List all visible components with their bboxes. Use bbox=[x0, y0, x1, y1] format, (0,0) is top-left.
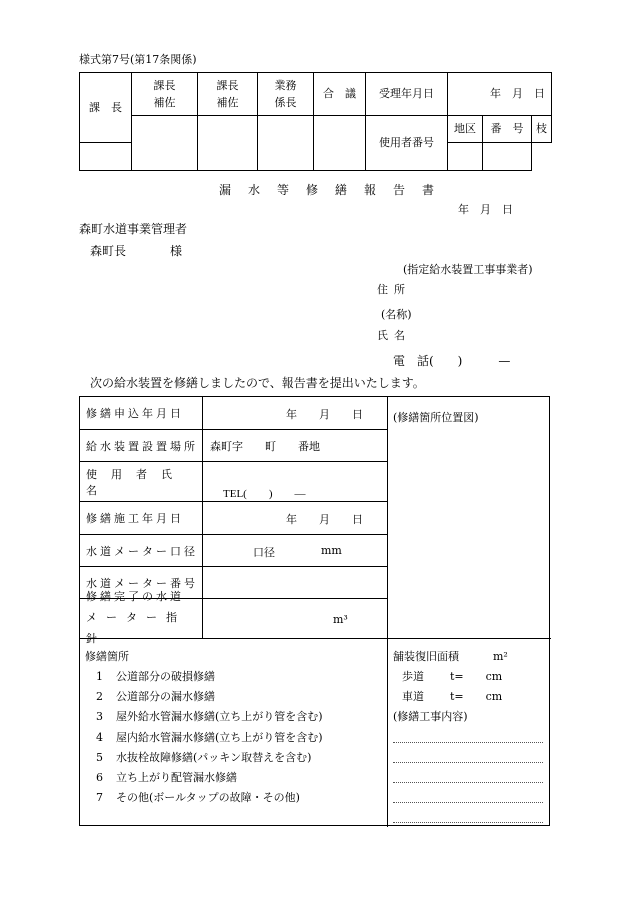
location-field[interactable]: 森町字 町 番地 bbox=[210, 440, 320, 453]
work-date-field[interactable]: 年 月 日 bbox=[286, 513, 363, 526]
number-field[interactable] bbox=[448, 143, 483, 171]
addressee-line2: 森町長 様 bbox=[90, 244, 183, 258]
user-name-row bbox=[80, 462, 387, 502]
report-date[interactable]: 年 月 日 bbox=[458, 203, 513, 216]
kacho-cell: 課 長 bbox=[80, 73, 132, 143]
work-content-label: (修繕工事内容) bbox=[393, 710, 468, 723]
work-content-line[interactable] bbox=[393, 782, 543, 783]
approval-table bbox=[79, 72, 552, 171]
branch-field[interactable] bbox=[483, 143, 532, 171]
gyomu-cell: 業務 係長 bbox=[258, 73, 314, 116]
intro-text: 次の給水装置を修繕しましたので、報告書を提出いたします。 bbox=[90, 376, 425, 390]
person-name-label: 氏名 bbox=[377, 329, 411, 342]
list-item[interactable]: 1 公道部分の破損修繕 bbox=[96, 670, 215, 683]
meter-reading-label: 修繕完了の水道 メーター指針 bbox=[80, 599, 203, 638]
repair-list bbox=[96, 667, 323, 808]
kacho-hosa-b-cell: 課長 補佐 bbox=[198, 73, 258, 116]
list-item[interactable]: 3 屋外給水管漏水修繕(立ち上がり管を含む) bbox=[96, 710, 323, 724]
meter-number-label: 水道メーター番号 bbox=[80, 567, 203, 598]
contractor-designation: (指定給水装置工事事業者) bbox=[403, 263, 533, 276]
repair-section-title: 修繕箇所 bbox=[85, 650, 129, 663]
meter-reading-row bbox=[80, 590, 387, 645]
work-content-line[interactable] bbox=[393, 742, 543, 743]
kacho-hosa-cell: 課長 補佐 bbox=[132, 73, 198, 116]
phone-line: 電 話( ) — bbox=[393, 354, 511, 368]
meter-diameter-field[interactable]: 口径 mm bbox=[253, 544, 342, 559]
area-label: 地区 bbox=[448, 116, 483, 143]
work-date-label: 修繕施工年月日 bbox=[80, 502, 203, 534]
diagram-area[interactable] bbox=[388, 427, 550, 637]
roadway-row[interactable]: 車道 t= cm bbox=[402, 690, 503, 703]
aigi-cell: 合 議 bbox=[314, 73, 366, 116]
company-name-label: (名称) bbox=[381, 308, 412, 321]
diagram-label: (修繕箇所位置図) bbox=[393, 411, 479, 424]
work-content-line[interactable] bbox=[393, 762, 543, 763]
work-date-row bbox=[80, 502, 387, 535]
meter-number-field[interactable] bbox=[203, 567, 387, 598]
list-item[interactable]: 6 立ち上がり配管漏水修繕 bbox=[96, 770, 237, 784]
request-date-field[interactable]: 年 月 日 bbox=[286, 408, 363, 421]
report-table bbox=[79, 396, 550, 826]
user-name-field[interactable]: TEL( ) — bbox=[223, 488, 306, 500]
work-content-line[interactable] bbox=[393, 802, 543, 803]
number-label: 番 号 bbox=[483, 116, 532, 143]
user-number-label: 使用者番号 bbox=[366, 116, 448, 171]
address-label: 住所 bbox=[377, 283, 411, 296]
honorific: 様 bbox=[170, 244, 183, 258]
document-title: 漏水等修繕報告書 bbox=[218, 183, 451, 197]
pavement-area-label: 舗装復旧面積 m² bbox=[393, 650, 508, 663]
meter-reading-field[interactable]: m³ bbox=[333, 613, 348, 626]
work-content-line[interactable] bbox=[393, 822, 543, 823]
list-item[interactable]: 2 公道部分の漏水修繕 bbox=[96, 690, 215, 704]
received-label: 受理年月日 bbox=[366, 73, 448, 116]
received-value[interactable]: 年 月 日 bbox=[448, 73, 552, 116]
branch-label: 枝 bbox=[532, 116, 552, 143]
location-label: 給水装置設置場所 bbox=[80, 430, 203, 461]
meter-diameter-row bbox=[80, 535, 387, 567]
list-item[interactable]: 7 その他(ボールタップの故障・その他) bbox=[96, 791, 300, 805]
aigi-stamp[interactable] bbox=[314, 116, 366, 171]
area-field[interactable] bbox=[80, 143, 132, 171]
kacho-hosa-stamp[interactable] bbox=[132, 116, 198, 171]
request-date-label: 修繕申込年月日 bbox=[80, 397, 203, 429]
meter-diameter-label: 水道メーター口径 bbox=[80, 535, 203, 566]
list-item[interactable]: 5 水抜栓故障修繕(パッキン取替えを含む) bbox=[96, 750, 312, 764]
form-number: 様式第7号(第17条関係) bbox=[79, 53, 197, 66]
gyomu-stamp[interactable] bbox=[258, 116, 314, 171]
list-item[interactable]: 4 屋内給水管漏水修繕(立ち上がり管を含む) bbox=[96, 730, 323, 744]
addressee-line1: 森町水道事業管理者 bbox=[79, 222, 188, 236]
kacho-hosa-b-stamp[interactable] bbox=[198, 116, 258, 171]
request-date-row bbox=[80, 397, 387, 430]
location-row bbox=[80, 430, 387, 462]
user-name-label: 使用者氏名 bbox=[80, 462, 203, 501]
sidewalk-row[interactable]: 歩道 t= cm bbox=[402, 670, 503, 683]
